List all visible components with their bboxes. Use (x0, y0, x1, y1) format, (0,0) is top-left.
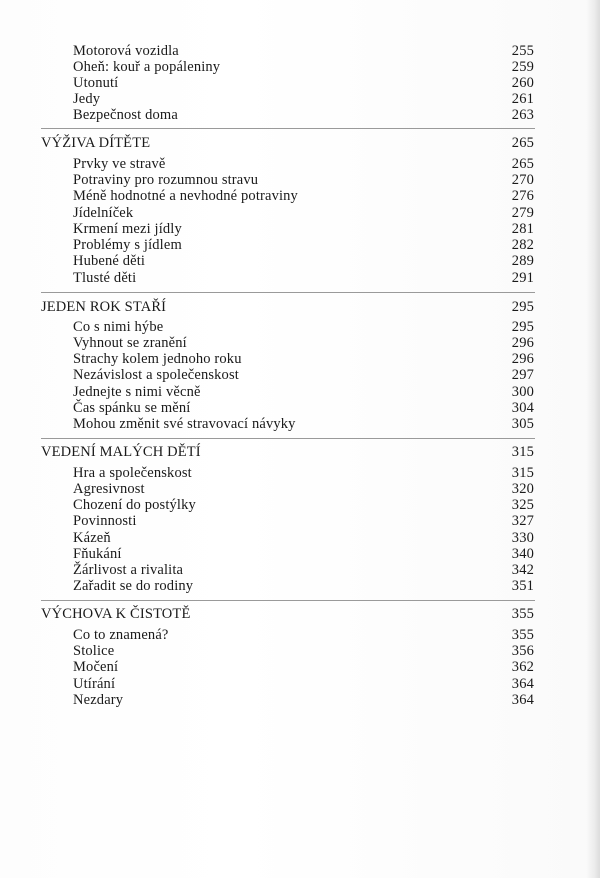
toc-entry-title: Hubené děti (73, 253, 146, 269)
toc-entry-page: 340 (511, 546, 534, 562)
toc-chapter (0, 135, 600, 151)
toc-entry (0, 188, 600, 204)
toc-entry (0, 676, 600, 692)
toc-entry-page: 265 (511, 156, 534, 172)
toc-entry (0, 351, 600, 367)
toc-entry (0, 335, 600, 351)
toc-entry-title: Agresivnost (73, 481, 145, 497)
toc-entry (0, 416, 600, 432)
toc-entry (0, 465, 600, 481)
toc-entry (0, 530, 600, 546)
toc-entry-page: 356 (511, 643, 534, 659)
toc-entry (0, 270, 600, 286)
toc-entry-page: 282 (511, 237, 534, 253)
toc-chapter-title: JEDEN ROK STAŘÍ (41, 299, 167, 315)
toc-entry-page: 263 (511, 107, 534, 123)
toc-entry (0, 43, 600, 59)
toc-entry-page: 259 (511, 59, 534, 75)
toc-entry-title: Co s nimi hýbe (73, 319, 164, 335)
toc-entry-page: 276 (511, 188, 534, 204)
toc-entry-title: Fňukání (73, 546, 122, 562)
toc-entry-page: 260 (511, 75, 534, 91)
toc-entry-page: 325 (511, 497, 534, 513)
toc-entry-page: 289 (511, 253, 534, 269)
toc-chapter (0, 444, 600, 460)
toc-entry-title: Kázeň (73, 530, 111, 546)
toc-entry (0, 205, 600, 221)
toc-entry-title: Zařadit se do rodiny (73, 578, 194, 594)
toc-entry-title: Povinnosti (73, 513, 137, 529)
toc-entry-title: Co to znamená? (73, 627, 169, 643)
toc-entry-title: Stolice (73, 643, 115, 659)
toc-chapter-page: 355 (511, 606, 534, 622)
toc-entry (0, 578, 600, 594)
section-divider (41, 292, 535, 293)
section-divider (41, 438, 535, 439)
toc-entry-title: Čas spánku se mění (73, 400, 191, 416)
toc-entry-page: 305 (511, 416, 534, 432)
toc-entry-title: Problémy s jídlem (73, 237, 182, 253)
toc-entry (0, 627, 600, 643)
toc-entry-title: Nezdary (73, 692, 124, 708)
toc-entry-title: Krmení mezi jídly (73, 221, 182, 237)
toc-entry (0, 75, 600, 91)
toc-entry (0, 481, 600, 497)
toc-entry-title: Oheň: kouř a popáleniny (73, 59, 221, 75)
toc-entry-page: 355 (511, 627, 534, 643)
toc-entry-page: 364 (511, 676, 534, 692)
toc-entry-page: 300 (511, 384, 534, 400)
toc-entry-page: 364 (511, 692, 534, 708)
toc-entry-page: 261 (511, 91, 534, 107)
toc-entry-page: 295 (511, 319, 534, 335)
toc-entry (0, 237, 600, 253)
toc-entry-title: Prvky ve stravě (73, 156, 166, 172)
toc-entry-title: Vyhnout se zranění (73, 335, 187, 351)
toc-entry (0, 562, 600, 578)
toc-entry (0, 59, 600, 75)
toc-entry-page: 279 (511, 205, 534, 221)
toc-entry (0, 384, 600, 400)
toc-entry-title: Žárlivost a rivalita (73, 562, 184, 578)
toc-entry (0, 221, 600, 237)
toc-entry-page: 296 (511, 351, 534, 367)
toc-entry-page: 297 (511, 367, 534, 383)
toc-entry-title: Motorová vozidla (73, 43, 179, 59)
toc-chapter-title: VÝCHOVA K ČISTOTĚ (41, 606, 191, 622)
toc-entry-page: 291 (511, 270, 534, 286)
toc-entry-page: 296 (511, 335, 534, 351)
toc-entry-page: 330 (511, 530, 534, 546)
toc-entry-page: 281 (511, 221, 534, 237)
toc-entry-page: 351 (511, 578, 534, 594)
toc-entry-page: 320 (511, 481, 534, 497)
toc-entry-title: Méně hodnotné a nevhodné potraviny (73, 188, 298, 204)
toc-entry-title: Hra a společenskost (73, 465, 192, 481)
toc-entry-title: Potraviny pro rozumnou stravu (73, 172, 259, 188)
toc-entry-title: Bezpečnost doma (73, 107, 178, 123)
toc-entry-title: Jídelníček (73, 205, 134, 221)
toc-chapter-page: 295 (511, 299, 534, 315)
toc-entry (0, 91, 600, 107)
toc-chapter (0, 606, 600, 622)
toc-entry-title: Močení (73, 659, 119, 675)
section-divider (41, 600, 535, 601)
toc-entry (0, 172, 600, 188)
toc-entry-title: Nezávislost a společenskost (73, 367, 239, 383)
toc-entry-page: 327 (511, 513, 534, 529)
toc-entry (0, 546, 600, 562)
toc-entry (0, 513, 600, 529)
page-edge-shadow (586, 0, 600, 878)
toc-entry (0, 659, 600, 675)
toc-entry-title: Jednejte s nimi věcně (73, 384, 201, 400)
toc-chapter-page: 265 (511, 135, 534, 151)
toc-entry (0, 319, 600, 335)
toc-entry (0, 643, 600, 659)
toc-chapter-title: VEDENÍ MALÝCH DĚTÍ (41, 444, 201, 460)
toc-entry (0, 400, 600, 416)
toc-chapter-title: VÝŽIVA DÍTĚTE (41, 135, 151, 151)
toc-entry (0, 107, 600, 123)
toc-chapter-page: 315 (511, 444, 534, 460)
toc-entry-page: 304 (511, 400, 534, 416)
toc-entry-title: Tlusté děti (73, 270, 137, 286)
toc-entry-title: Mohou změnit své stravovací návyky (73, 416, 296, 432)
toc-entry-title: Chození do postýlky (73, 497, 196, 513)
section-divider (41, 128, 535, 129)
toc-entry-page: 255 (511, 43, 534, 59)
toc-entry-page: 315 (511, 465, 534, 481)
toc-entry-title: Utírání (73, 676, 116, 692)
toc-entry-title: Utonutí (73, 75, 119, 91)
toc-entry (0, 253, 600, 269)
toc-entry (0, 156, 600, 172)
toc-entry-title: Strachy kolem jednoho roku (73, 351, 242, 367)
toc-entry-page: 342 (511, 562, 534, 578)
toc-entry (0, 692, 600, 708)
toc-entry-page: 270 (511, 172, 534, 188)
toc-entry-page: 362 (511, 659, 534, 675)
toc-entry (0, 497, 600, 513)
toc-entry-title: Jedy (73, 91, 101, 107)
toc-chapter (0, 299, 600, 315)
toc-entry (0, 367, 600, 383)
